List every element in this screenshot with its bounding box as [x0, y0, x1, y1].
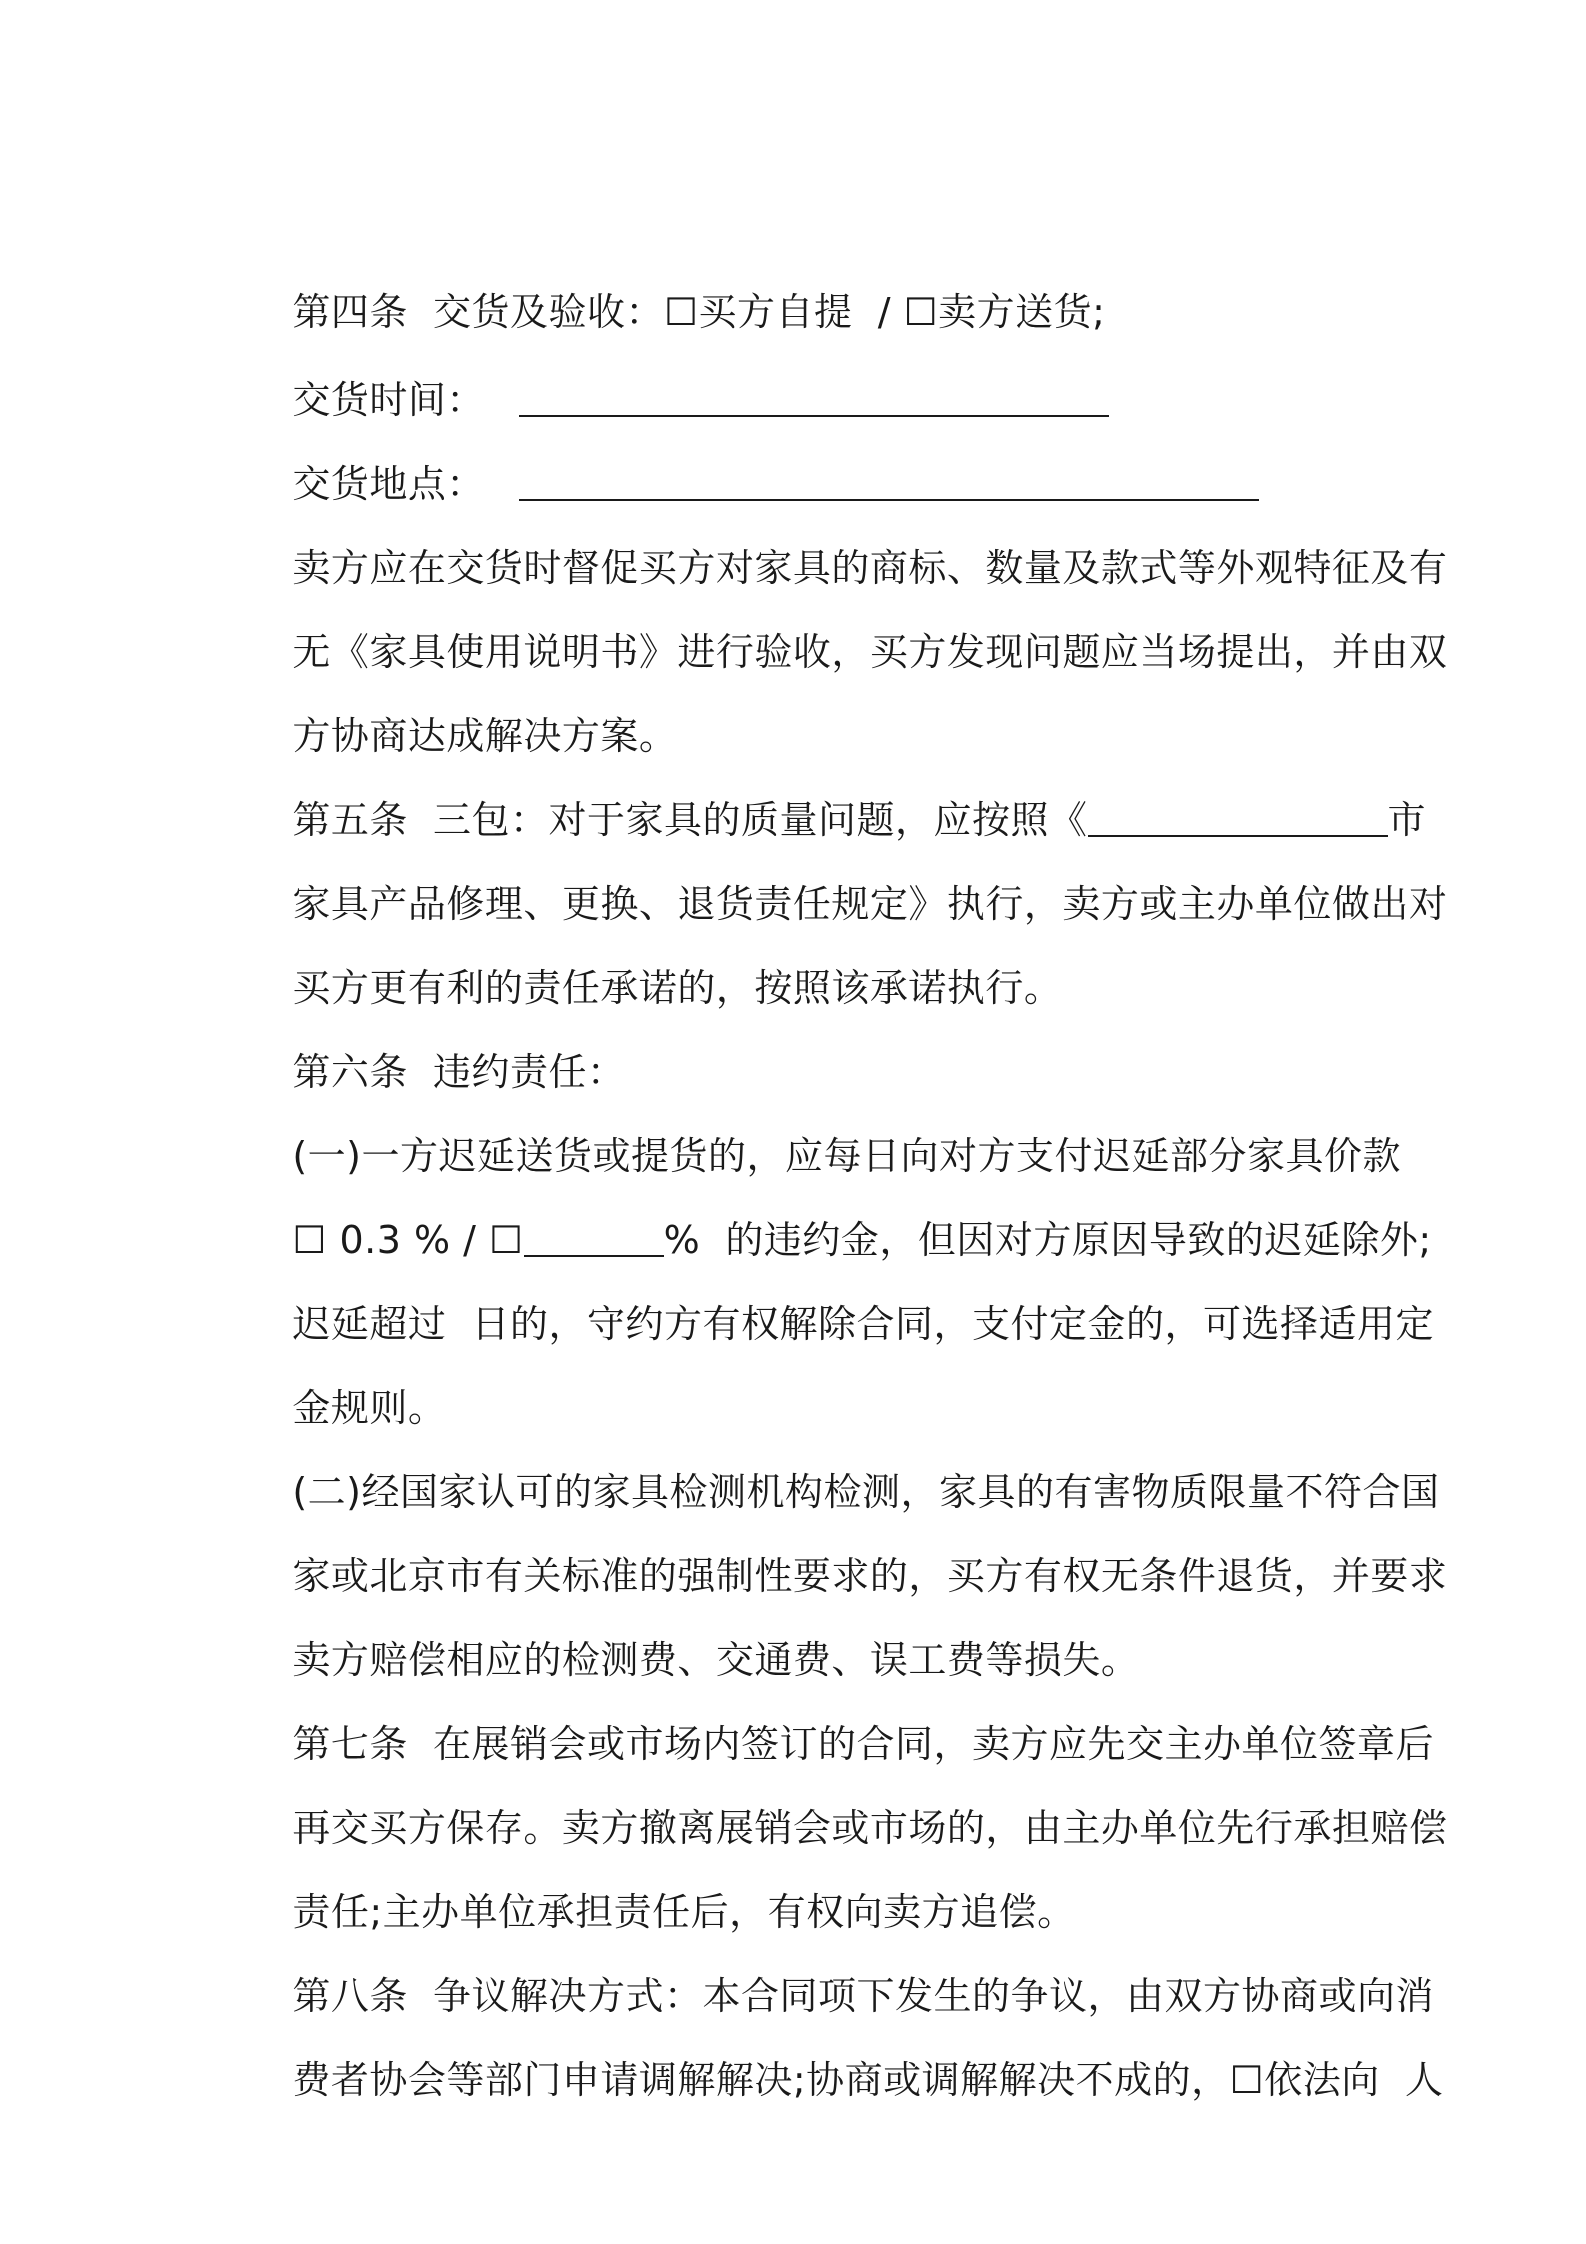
article-7-line — [242, 1618, 1434, 1766]
delivery-place-line — [242, 358, 1362, 506]
penalty-rate-options: ☐ 0.3 % / ☐ — [292, 1218, 524, 1262]
article-5-line — [242, 694, 1427, 842]
penalty-rate-line — [242, 1114, 1432, 1262]
delivery-time-label: 交货时间： — [292, 378, 485, 422]
article-6-text: 第六条 违约责任： — [292, 1050, 626, 1094]
paragraph-text: 方协商达成解决方案。 — [292, 714, 678, 758]
paragraph-text: 无《家具使用说明书》进行验收，买方发现问题应当场提出，并由双 — [292, 630, 1448, 674]
paragraph-line — [242, 778, 1448, 926]
article-7-text: 第七条 在展销会或市场内签订的合同，卖方应先交主办单位签章后 — [292, 1722, 1434, 1766]
paragraph-line — [242, 1198, 1434, 1346]
article-5-text: 第五条 三包：对于家具的质量问题，应按照《 — [292, 798, 1088, 842]
paragraph-text: 责任;主办单位承担责任后，有权向卖方追偿。 — [292, 1890, 1076, 1934]
paragraph-line — [242, 442, 1448, 590]
paragraph-text: (二)经国家认可的家具检测机构检测，家具的有害物质限量不符合国 — [292, 1470, 1440, 1514]
paragraph-text: 金规则。 — [292, 1386, 447, 1430]
paragraph-text: 费者协会等部门申请调解解决;协商或调解解决不成的，☐依法向 人 — [292, 2058, 1444, 2102]
article-6-heading — [242, 946, 1362, 1094]
paragraph-line — [242, 1450, 1448, 1598]
paragraph-line — [242, 1030, 1401, 1178]
article-4-text: 第四条 交货及验收：☐买方自提 / ☐卖方送货; — [292, 290, 1106, 334]
article-8-text: 第八条 争议解决方式：本合同项下发生的争议，由双方协商或向消 — [292, 1974, 1434, 2018]
paragraph-line — [242, 610, 1362, 758]
paragraph-text: (一)一方迟延送货或提货的，应每日向对方支付迟延部分家具价款 — [292, 1134, 1401, 1178]
paragraph-text: 迟延超过 日的，守约方有权解除合同，支付定金的，可选择适用定 — [292, 1302, 1434, 1346]
paragraph-line — [242, 1366, 1440, 1514]
delivery-time-line — [242, 274, 1362, 422]
paragraph-line — [242, 1702, 1448, 1850]
paragraph-text: 卖方应在交货时督促买方对家具的商标、数量及款式等外观特征及有 — [292, 546, 1448, 590]
penalty-rate-suffix: % 的违约金，但因对方原因导致的迟延除外; — [663, 1218, 1432, 1262]
paragraph-line — [242, 1282, 1362, 1430]
paragraph-line — [242, 1534, 1362, 1682]
article-8-line — [242, 1870, 1434, 2018]
paragraph-line — [242, 1954, 1444, 2102]
article-4-heading — [242, 186, 1362, 334]
paragraph-line — [242, 1786, 1362, 1934]
paragraph-line — [242, 862, 1362, 1010]
delivery-place-label: 交货地点： — [292, 462, 485, 506]
paragraph-text: 家或北京市有关标准的强制性要求的，买方有权无条件退货，并要求 — [292, 1554, 1448, 1598]
paragraph-text: 买方更有利的责任承诺的，按照该承诺执行。 — [292, 966, 1063, 1010]
paragraph-text: 再交买方保存。卖方撤离展销会或市场的，由主办单位先行承担赔偿 — [292, 1806, 1448, 1850]
article-5-city-suffix: 市 — [1387, 798, 1427, 842]
paragraph-text: 卖方赔偿相应的检测费、交通费、误工费等损失。 — [292, 1638, 1140, 1682]
paragraph-text: 家具产品修理、更换、退货责任规定》执行，卖方或主办单位做出对 — [292, 882, 1448, 926]
paragraph-line — [242, 526, 1448, 674]
